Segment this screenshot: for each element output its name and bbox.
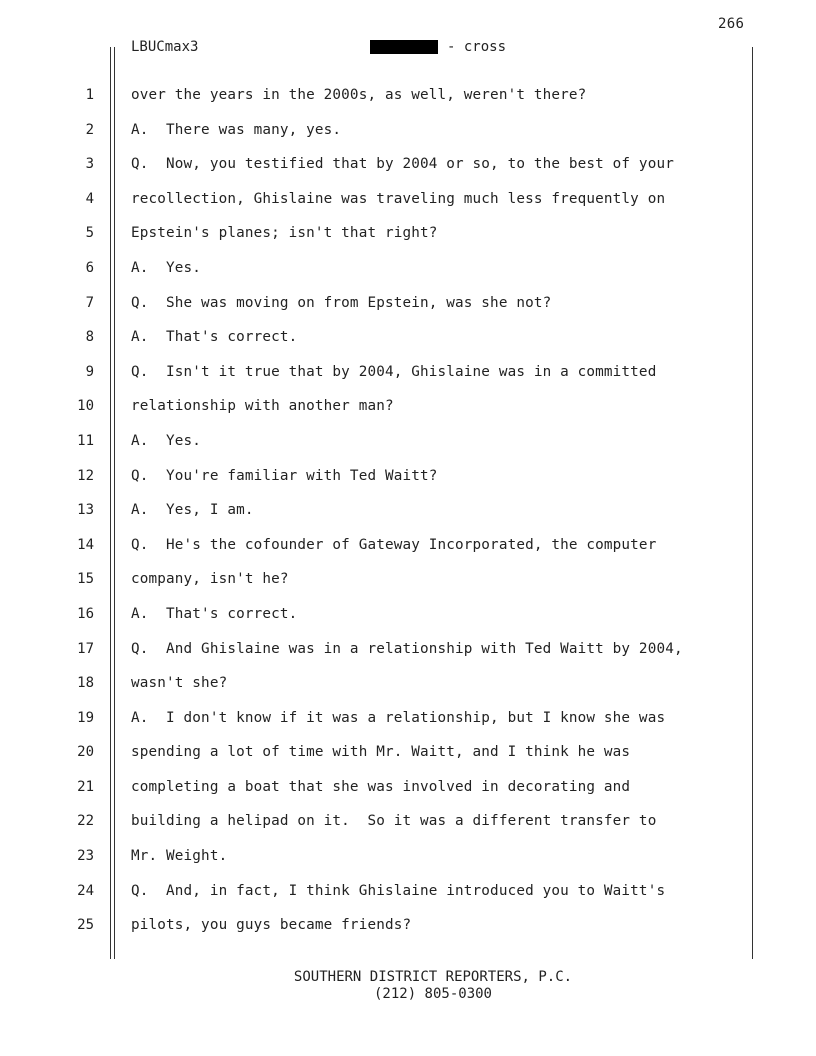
line-number: 5 <box>85 225 94 242</box>
transcript-line: over the years in the 2000s, as well, weren't there? <box>131 87 587 103</box>
transcript-line: Q. And, in fact, I think Ghislaine introduced you to Waitt's <box>131 882 666 899</box>
line-number: 17 <box>77 640 94 657</box>
line-number: 7 <box>85 294 94 311</box>
section-label: - cross <box>447 39 507 55</box>
redaction-block <box>370 40 438 54</box>
transcript-line: wasn't she? <box>131 675 228 692</box>
line-number: 22 <box>77 813 94 830</box>
transcript-line: Q. Isn't it true that by 2004, Ghislaine was in a committed <box>131 363 657 380</box>
line-number: 9 <box>85 363 94 380</box>
line-number: 14 <box>77 536 94 553</box>
transcript-line: A. Yes. <box>131 259 202 276</box>
transcript-line: Q. You're familiar with Ted Waitt? <box>131 467 438 484</box>
line-number: 10 <box>77 398 94 415</box>
transcript-line: Q. She was moving on from Epstein, was she not? <box>131 294 552 311</box>
line-number: 12 <box>77 467 94 484</box>
line-number: 21 <box>77 778 94 795</box>
transcript-line: A. I don't know if it was a relationship, but I know she was <box>131 709 666 726</box>
transcript-line: Mr. Weight. <box>131 848 228 865</box>
line-numbers <box>60 84 94 949</box>
transcript-body <box>131 84 749 949</box>
transcript-line: completing a boat that she was involved in decorating and <box>131 778 631 795</box>
line-number: 23 <box>77 848 94 865</box>
line-number: 15 <box>77 571 94 588</box>
line-number: 4 <box>85 190 94 207</box>
transcript-line: Q. And Ghislaine was in a relationship with Ted Waitt by 2004, <box>131 640 683 657</box>
line-number: 20 <box>77 744 94 761</box>
transcript-line: building a helipad on it. So it was a different transfer to <box>131 813 657 830</box>
line-number: 25 <box>77 917 94 934</box>
transcript-line: recollection, Ghislaine was traveling much less frequently on <box>131 190 666 207</box>
transcript-line: A. Yes, I am. <box>131 502 254 519</box>
transcript-line: Q. Now, you testified that by 2004 or so, to the best of your <box>131 156 674 173</box>
right-margin-rule <box>752 47 753 959</box>
page-number: 266 <box>718 16 745 32</box>
line-number: 2 <box>85 121 94 138</box>
transcript-line: A. Yes. <box>131 432 202 449</box>
transcript-line: spending a lot of time with Mr. Waitt, and I think he was <box>131 744 631 761</box>
reporter-name: SOUTHERN DISTRICT REPORTERS, P.C. <box>293 969 573 985</box>
line-number: 6 <box>85 259 94 276</box>
transcript-line: A. That's correct. <box>131 605 298 622</box>
reporter-phone: (212) 805-0300 <box>373 986 492 1002</box>
transcript-line: relationship with another man? <box>131 398 394 415</box>
left-margin-rule-inner <box>114 47 115 959</box>
transcript-line: Q. He's the cofounder of Gateway Incorporated, the computer <box>131 536 657 553</box>
line-number: 8 <box>85 329 94 346</box>
footer <box>0 969 816 1003</box>
line-number: 1 <box>85 87 94 103</box>
line-number: 16 <box>77 605 94 622</box>
line-number: 3 <box>85 156 94 173</box>
transcript-line: A. There was many, yes. <box>131 121 342 138</box>
transcript-line: A. That's correct. <box>131 329 298 346</box>
transcript-line: company, isn't he? <box>131 571 289 588</box>
transcript-line: Epstein's planes; isn't that right? <box>131 225 438 242</box>
case-code: LBUCmax3 <box>131 39 199 55</box>
left-margin-rule <box>110 47 111 959</box>
line-number: 19 <box>77 709 94 726</box>
transcript-line: pilots, you guys became friends? <box>131 917 412 934</box>
line-number: 13 <box>77 502 94 519</box>
line-number: 24 <box>77 882 94 899</box>
line-number: 18 <box>77 675 94 692</box>
line-number: 11 <box>77 432 94 449</box>
